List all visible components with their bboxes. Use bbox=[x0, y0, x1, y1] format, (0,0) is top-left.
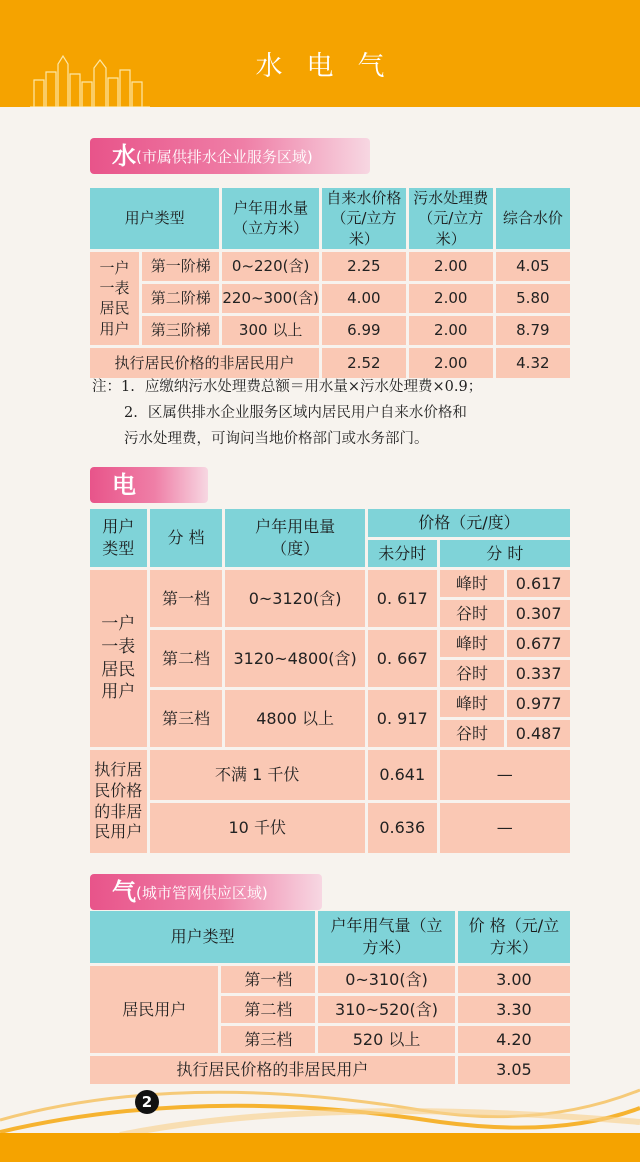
note-prefix: 注： bbox=[92, 379, 121, 395]
electric-header-tou: 分 时 bbox=[440, 540, 570, 567]
electric-flat-price: 0. 617 bbox=[368, 570, 437, 627]
electric-volume: 4800 以上 bbox=[225, 690, 365, 747]
water-tap-price: 2.52 bbox=[322, 348, 406, 378]
page-number: 2 bbox=[135, 1090, 159, 1114]
water-price-table bbox=[87, 185, 573, 381]
gas-section-label bbox=[90, 874, 322, 910]
electric-flat-price: 0.641 bbox=[368, 750, 437, 800]
water-header-volume: 户年用水量（立方米） bbox=[222, 188, 319, 249]
electric-tier: 第二档 bbox=[150, 630, 223, 687]
electric-resident-type: 一户一表居民用户 bbox=[90, 570, 147, 747]
electric-price-table bbox=[87, 506, 573, 856]
gas-nonres-type: 执行居民价格的非居民用户 bbox=[90, 1056, 455, 1084]
electric-peak-label: 峰时 bbox=[440, 570, 505, 597]
electric-header-tier: 分 档 bbox=[150, 509, 223, 567]
table-row bbox=[90, 690, 570, 717]
electric-peak-price: 0.977 bbox=[507, 690, 570, 717]
electric-peak-label: 峰时 bbox=[440, 690, 505, 717]
table-row bbox=[90, 284, 570, 313]
table-row bbox=[90, 316, 570, 345]
gas-tier: 第三档 bbox=[221, 1026, 315, 1053]
water-header-user-type: 用户类型 bbox=[90, 188, 219, 249]
water-sewage-fee: 2.00 bbox=[409, 252, 493, 281]
gas-header-volume: 户年用气量（立方米） bbox=[318, 911, 455, 963]
water-notes bbox=[92, 374, 582, 452]
water-header-tap-price: 自来水价格（元/立方米） bbox=[322, 188, 406, 249]
electric-flat-price: 0.636 bbox=[368, 803, 437, 853]
gas-price: 3.30 bbox=[458, 996, 570, 1023]
electric-flat-price: 0. 667 bbox=[368, 630, 437, 687]
electric-tou-price: — bbox=[440, 750, 570, 800]
electric-valley-price: 0.337 bbox=[507, 660, 570, 687]
gas-resident-type: 居民用户 bbox=[90, 966, 218, 1053]
electric-valley-label: 谷时 bbox=[440, 600, 505, 627]
gas-tier: 第一档 bbox=[221, 966, 315, 993]
water-header-sewage-fee: 污水处理费（元/立方米） bbox=[409, 188, 493, 249]
water-tier: 第一阶梯 bbox=[142, 252, 219, 281]
electric-peak-label: 峰时 bbox=[440, 630, 505, 657]
table-row bbox=[90, 630, 570, 657]
page-title: 水电气 bbox=[255, 51, 409, 82]
table-row bbox=[90, 966, 570, 993]
electric-flat-price: 0. 917 bbox=[368, 690, 437, 747]
water-total-price: 4.05 bbox=[496, 252, 570, 281]
electric-valley-price: 0.307 bbox=[507, 600, 570, 627]
table-row bbox=[90, 803, 570, 853]
note-2-text-line2: 污水处理费，可询问当地价格部门或水务部门。 bbox=[124, 431, 429, 447]
note-2-text-line1: 区属供排水企业服务区域内居民用户自来水价格和 bbox=[147, 405, 467, 421]
gas-tier: 第二档 bbox=[221, 996, 315, 1023]
electric-nonres-capacity: 10 千伏 bbox=[150, 803, 365, 853]
water-tap-price: 6.99 bbox=[322, 316, 406, 345]
water-total-price: 5.80 bbox=[496, 284, 570, 313]
gas-price: 4.20 bbox=[458, 1026, 570, 1053]
page-header bbox=[0, 0, 640, 107]
electric-header-user-type: 用户类型 bbox=[90, 509, 147, 567]
water-label-big: 水 bbox=[112, 142, 136, 170]
table-row bbox=[90, 750, 570, 800]
water-header-total-price: 综合水价 bbox=[496, 188, 570, 249]
water-total-price: 4.32 bbox=[496, 348, 570, 378]
electric-header-flat: 未分时 bbox=[368, 540, 437, 567]
decorative-swoosh bbox=[0, 1060, 640, 1135]
electric-peak-price: 0.617 bbox=[507, 570, 570, 597]
water-sewage-fee: 2.00 bbox=[409, 284, 493, 313]
gas-volume: 0~310(含) bbox=[318, 966, 455, 993]
gas-price: 3.05 bbox=[458, 1056, 570, 1084]
gas-label-big: 气 bbox=[112, 878, 136, 906]
electric-volume: 0~3120(含) bbox=[225, 570, 365, 627]
water-tap-price: 2.25 bbox=[322, 252, 406, 281]
electric-valley-label: 谷时 bbox=[440, 660, 505, 687]
gas-header-user-type: 用户类型 bbox=[90, 911, 315, 963]
gas-price: 3.00 bbox=[458, 966, 570, 993]
gas-header-price: 价 格（元/立方米） bbox=[458, 911, 570, 963]
gas-volume: 520 以上 bbox=[318, 1026, 455, 1053]
water-tap-price: 4.00 bbox=[322, 284, 406, 313]
electric-nonres-type: 执行居民价格的非居民用户 bbox=[90, 750, 147, 853]
water-sewage-fee: 2.00 bbox=[409, 348, 493, 378]
electric-header-volume: 户年用电量（度） bbox=[225, 509, 365, 567]
note-2-number: 2. bbox=[124, 405, 138, 421]
electric-nonres-capacity: 不满 1 千伏 bbox=[150, 750, 365, 800]
water-label-small: (市属供排水企业服务区域) bbox=[136, 148, 313, 166]
water-volume: 220~300(含) bbox=[222, 284, 319, 313]
water-section-label bbox=[90, 138, 370, 174]
water-volume: 300 以上 bbox=[222, 316, 319, 345]
electric-volume: 3120~4800(含) bbox=[225, 630, 365, 687]
electric-valley-price: 0.487 bbox=[507, 720, 570, 747]
electric-label-big: 电 bbox=[112, 471, 136, 499]
water-tier: 第三阶梯 bbox=[142, 316, 219, 345]
page-footer-bar bbox=[0, 1133, 640, 1162]
table-row bbox=[90, 570, 570, 597]
gas-volume: 310~520(含) bbox=[318, 996, 455, 1023]
electric-tier: 第一档 bbox=[150, 570, 223, 627]
electric-peak-price: 0.677 bbox=[507, 630, 570, 657]
electric-tier: 第三档 bbox=[150, 690, 223, 747]
water-tier: 第二阶梯 bbox=[142, 284, 219, 313]
note-1-text: 应缴纳污水处理费总额＝用水量×污水处理费×0.9； bbox=[144, 379, 483, 395]
water-nonres-type: 执行居民价格的非居民用户 bbox=[90, 348, 319, 378]
gas-label-small: (城市管网供应区域) bbox=[136, 884, 268, 902]
electric-section-label bbox=[90, 467, 208, 503]
water-total-price: 8.79 bbox=[496, 316, 570, 345]
water-sewage-fee: 2.00 bbox=[409, 316, 493, 345]
electric-header-price: 价格（元/度） bbox=[368, 509, 570, 537]
electric-tou-price: — bbox=[440, 803, 570, 853]
water-resident-type: 一户一表居民用户 bbox=[90, 252, 139, 345]
note-1-number: 1. bbox=[121, 379, 135, 395]
table-row bbox=[90, 252, 570, 281]
electric-valley-label: 谷时 bbox=[440, 720, 505, 747]
water-volume: 0~220(含) bbox=[222, 252, 319, 281]
